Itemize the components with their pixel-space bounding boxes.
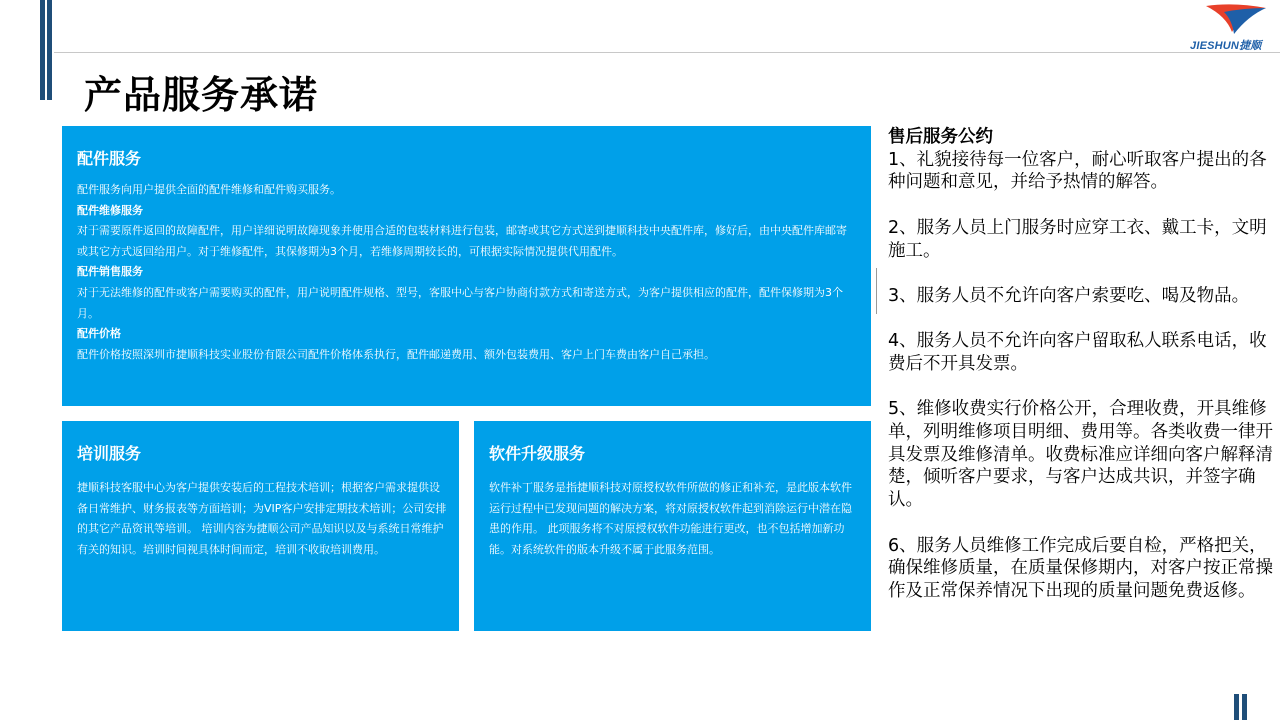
bottom-accent-bar-2 <box>1242 694 1247 720</box>
policy-item: 2、服务人员上门服务时应穿工衣、戴工卡，文明施工。 <box>888 217 1267 261</box>
parts-price-text: 配件价格按照深圳市捷顺科技实业股份有限公司配件价格体系执行，配件邮递费用、额外包装费用、客户上门车费由客户自己承担。 <box>77 347 715 361</box>
header-divider <box>54 52 1280 53</box>
policy-item: 4、服务人员不允许向客户留取私人联系电话，收费后不开具发票。 <box>888 331 1267 374</box>
policy-item: 3、服务人员不允许向客户索要吃、喝及物品。 <box>888 285 1250 306</box>
text-cursor <box>876 268 877 314</box>
parts-intro-text: 配件服务向用户提供全面的配件维修和配件购买服务。 <box>77 183 341 196</box>
parts-repair-heading: 配件维修服务 <box>77 203 143 217</box>
parts-sales-text: 对于无法维修的配件或客户需要购买的配件，用户说明配件规格、型号，客服中心与客户协商付款方式和寄送方式，为客户提供相应的配件，配件保修期为3个月。 <box>77 285 843 320</box>
after-sales-policy <box>888 126 1276 603</box>
left-accent-bar-2 <box>47 0 52 100</box>
logo-text: JIESHUN捷顺 <box>1190 40 1262 52</box>
parts-service-title: 配件服务 <box>77 149 142 168</box>
training-service-title: 培训服务 <box>77 444 142 463</box>
parts-price-heading: 配件价格 <box>77 327 121 341</box>
policy-item: 1、礼貌接待每一位客户，耐心听取客户提出的各种问题和意见，并给予热情的解答。 <box>888 149 1267 193</box>
parts-service-body <box>77 180 855 365</box>
training-service-text: 捷顺科技客服中心为客户提供安装后的工程技术培训；根据客户需求提供设备日常维护、财务报表等方面培训；为VIP客户安排定期技术培训；公司安排的其它产品资讯等培训。 培训内容为捷顺公司产品知识以及与系统日常维护有关的知识。培训时间视具体时间而定，培训不收取培训费用。 <box>77 481 447 556</box>
policy-title: 售后服务公约 <box>888 127 993 147</box>
logo-swoosh-icon <box>1204 2 1268 34</box>
policy-item: 5、维修收费实行价格公开，合理收费，开具维修单，列明维修项目明细、费用等。各类收费一律开具发票及维修清单。收费标准应详细向客户解释清楚，倾听客户要求，与客户达成共识，并签字确认。 <box>888 399 1273 511</box>
training-service-card <box>62 421 459 631</box>
parts-sales-heading: 配件销售服务 <box>77 265 143 279</box>
software-upgrade-title: 软件升级服务 <box>489 444 586 463</box>
policy-item: 6、服务人员维修工作完成后要自检，严格把关，确保维修质量，在质量保修期内，对客户按正常操作及正常保养情况下出现的质量问题免费返修。 <box>888 535 1273 601</box>
left-accent-bar-1 <box>40 0 45 100</box>
parts-service-card <box>62 126 871 406</box>
page-title: 产品服务承诺 <box>84 73 319 117</box>
company-logo <box>1190 2 1280 50</box>
parts-repair-text: 对于需要原件返回的故障配件，用户详细说明故障现象并使用合适的包装材料进行包装，邮寄或其它方式送到捷顺科技中央配件库，修好后，由中央配件库邮寄或其它方式返回给用户。对于维修配件，其保修期为3个月，若维修周期较长的，可根据实际情况提供代用配件。 <box>77 224 847 258</box>
software-upgrade-card <box>474 421 871 631</box>
bottom-accent-bar-1 <box>1234 694 1239 720</box>
software-upgrade-text: 软件补丁服务是指捷顺科技对原授权软件所做的修正和补充，是此版本软件运行过程中已发现问题的解决方案，将对原授权软件起到消除运行中潜在隐患的作用。 此项服务将不对原授权软件功能进行更改，也不包括增加新功能。对系统软件的版本升级不属于此服务范围。 <box>489 481 852 556</box>
